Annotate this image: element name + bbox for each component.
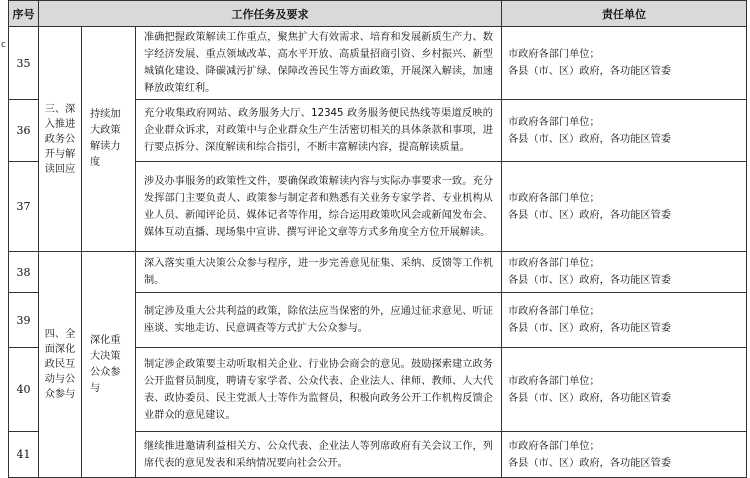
- row-number: 40: [9, 348, 39, 432]
- unit-cell: [502, 293, 747, 348]
- task-cell: [136, 293, 502, 348]
- unit-cell: [502, 432, 747, 478]
- task-cell: [136, 348, 502, 432]
- task-text: 制定涉及重大公共利益的政策，除依法应当保密的外，应通过征求意见、听证座谈、实地走访、民意调查等方式扩大公众参与。: [144, 306, 493, 334]
- table-row: [9, 252, 747, 293]
- task-text: 制定涉企政策要主动听取相关企业、行业协会商会的意见。鼓励探索建立政务公开监督员制度，聘请专家学者、公众代表、企业法人、律师、教师、人大代表、政协委员、民主党派人士等作为监督员，积极向政务公开工作机构反馈企业群众的意见建议。: [144, 358, 493, 421]
- category-label: 四、全面深化政民互动与公众参与: [44, 329, 76, 400]
- table-row: [9, 27, 747, 100]
- unit-line-counties: 各县（市、区）政府，各功能区管委: [508, 392, 671, 404]
- subcategory-label: 持续加大政策解读力度: [90, 109, 121, 168]
- header-responsible-unit: 责任单位: [502, 1, 747, 27]
- task-text: 涉及办事服务的政策性文件，要确保政策解读内容与实际办事要求一致。充分发挥部门主要负责人、政策参与制定者和熟悉有关业务专家学者、专业机构从业人员、新闻评论员、媒体记者等作用，综合运用政策吹风会或新闻发布会、媒体互动直播、现场集中宣讲、撰写评论文章等方式多角度全方位开展解读。: [144, 175, 493, 238]
- task-text: 准确把握政策解读工作重点，聚焦扩大有效需求、培育和发展新质生产力、数字经济发展、重点领域改革、高水平开放、高质量招商引资、乡村振兴、新型城镇化建设、降碳减污扩绿、保障改善民生等方面政策，开展深入解读，加速释放政策红利。: [144, 32, 493, 94]
- category-cell: [39, 252, 82, 478]
- task-cell: [136, 162, 502, 252]
- unit-line-counties: 各县（市、区）政府，各功能区管委: [508, 66, 671, 77]
- unit-cell: [502, 162, 747, 252]
- task-table: [8, 0, 747, 478]
- category-cell: [39, 27, 82, 252]
- unit-cell: [502, 100, 747, 162]
- unit-line-departments: 市政府各部门单位；: [508, 49, 600, 60]
- unit-line-departments: 市政府各部门单位；: [508, 375, 600, 387]
- table-header-row: [9, 1, 747, 27]
- category-label: 三、深入推进政务公开与解读回应: [44, 103, 76, 175]
- subcategory-cell: [82, 252, 136, 478]
- unit-cell: [502, 27, 747, 100]
- task-cell: [136, 252, 502, 293]
- unit-line-departments: 市政府各部门单位；: [508, 258, 600, 269]
- margin-mark: c: [1, 40, 6, 50]
- row-number: 36: [9, 100, 39, 162]
- row-number: 35: [9, 27, 39, 100]
- unit-line-departments: 市政府各部门单位；: [508, 306, 600, 317]
- header-serial-number: 序号: [9, 1, 39, 27]
- unit-line-counties: 各县（市、区）政府，各功能区管委: [508, 209, 671, 221]
- unit-line-departments: 市政府各部门单位；: [508, 440, 600, 452]
- task-cell: [136, 100, 502, 162]
- unit-line-counties: 各县（市、区）政府，各功能区管委: [508, 323, 671, 334]
- row-number: 41: [9, 432, 39, 478]
- task-text: 深入落实重大决策公众参与程序，进一步完善意见征集、采纳、反馈等工作机制。: [144, 258, 493, 286]
- task-cell: [136, 27, 502, 100]
- unit-cell: [502, 252, 747, 293]
- subcategory-cell: [82, 27, 136, 252]
- row-number: 39: [9, 293, 39, 348]
- row-number: 38: [9, 252, 39, 293]
- task-cell: [136, 432, 502, 478]
- unit-line-departments: 市政府各部门单位；: [508, 116, 600, 128]
- task-text: 充分收集政府网站、政务服务大厅、12345 政务服务便民热线等渠道反映的企业群众诉求，对政策中与企业群众生产生活密切相关的具体条款和事项，进行要点拆分、深度解读和综合指引，不断丰富解读内容，提高解读质量。: [144, 108, 493, 153]
- unit-line-counties: 各县（市、区）政府，各功能区管委: [508, 275, 671, 286]
- unit-line-counties: 各县（市、区）政府，各功能区管委: [508, 457, 671, 469]
- subcategory-label: 深化重大决策公众参与: [90, 334, 121, 394]
- task-text: 继续推进邀请利益相关方、公众代表、企业法人等列席政府有关会议工作，列席代表的意见发表和采纳情况要向社会公开。: [144, 440, 493, 469]
- unit-cell: [502, 348, 747, 432]
- header-task: 工作任务及要求: [39, 1, 502, 27]
- unit-line-counties: 各县（市、区）政府，各功能区管委: [508, 133, 671, 145]
- unit-line-departments: 市政府各部门单位；: [508, 192, 600, 204]
- row-number: 37: [9, 162, 39, 252]
